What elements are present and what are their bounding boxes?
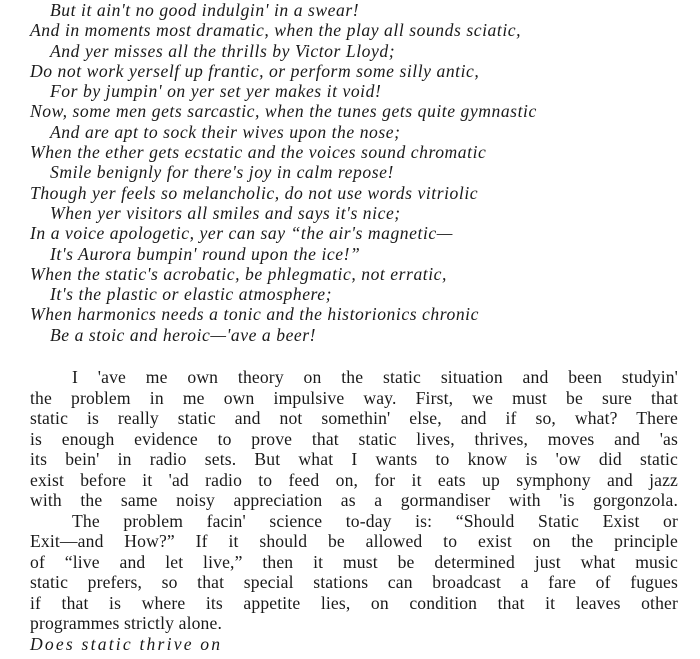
- paragraph-line: The problem facin' science to-day is: “Should Static Exist or: [72, 510, 678, 531]
- paragraph-2: [30, 511, 678, 634]
- paragraph-line: with the same noisy appreciation as a gormandiser with 'is gorgonzola.: [30, 490, 678, 510]
- paragraph-line: static prefers, so that special stations can broadcast a fare of fugues: [30, 572, 678, 592]
- poem-line: It's Aurora bumpin' round upon the ice!”: [50, 243, 361, 264]
- poem-line: And in moments most dramatic, when the play all sounds sciatic,: [30, 20, 522, 41]
- poem-line: And are apt to sock their wives upon the nose;: [50, 121, 401, 142]
- poem-line: When the ether gets ecstatic and the voices sound chromatic: [30, 142, 487, 163]
- poem-line: Do not work yerself up frantic, or perform some silly antic,: [30, 60, 480, 81]
- poem-verse: [30, 0, 690, 345]
- poem-line: In a voice apologetic, yer can say “the air's magnetic—: [30, 223, 453, 244]
- closing-line: Does static thrive on: [30, 633, 223, 654]
- paragraph-line: of “live and let live,” then it must be determined just what music: [30, 551, 678, 572]
- paragraph-line: its bein' in radio sets. But what I wants to know is 'ow did static: [30, 449, 678, 469]
- poem-line: And yer misses all the thrills by Victor Lloyd;: [50, 40, 396, 61]
- paragraph-line: Exit—and How?” If it should be allowed to exist on the principle: [30, 531, 678, 551]
- paragraph-line: exist before it 'ad radio to feed on, for it eats up symphony and jazz: [30, 469, 678, 490]
- paragraph-line: static is really static and not somethin' else, and if so, what? There: [30, 408, 678, 428]
- paragraph-line: I 'ave me own theory on the static situation and been studyin': [72, 367, 678, 387]
- paragraph-line: if that is where its appetite lies, on condition that it leaves other: [30, 592, 678, 613]
- paragraph-line: is enough evidence to prove that static lives, thrives, moves and 'as: [30, 428, 678, 449]
- poem-line: For by jumpin' on yer set yer makes it void!: [50, 81, 382, 102]
- poem-line: When harmonics needs a tonic and the historionics chronic: [30, 304, 479, 325]
- paragraph-line: the problem in me own impulsive way. First, we must be sure that: [30, 387, 678, 408]
- poem-line: When yer visitors all smiles and says it's nice;: [50, 202, 401, 223]
- paragraph-line: programmes strictly alone.: [30, 613, 223, 633]
- paragraph-1: [30, 367, 678, 511]
- prose-body: [30, 367, 678, 654]
- poem-line: Now, some men gets sarcastic, when the tunes gets quite gymnastic: [30, 101, 537, 122]
- poem-line: It's the plastic or elastic atmosphere;: [50, 284, 333, 305]
- poem-line: Be a stoic and heroic—'ave a beer!: [50, 324, 317, 345]
- poem-line: But it ain't no good indulgin' in a swear!: [50, 0, 360, 20]
- poem-line: Though yer feels so melancholic, do not use words vitriolic: [30, 182, 479, 203]
- poem-line: When the static's acrobatic, be phlegmatic, not erratic,: [30, 263, 447, 284]
- poem-line: Smile benignly for there's joy in calm repose!: [50, 162, 394, 183]
